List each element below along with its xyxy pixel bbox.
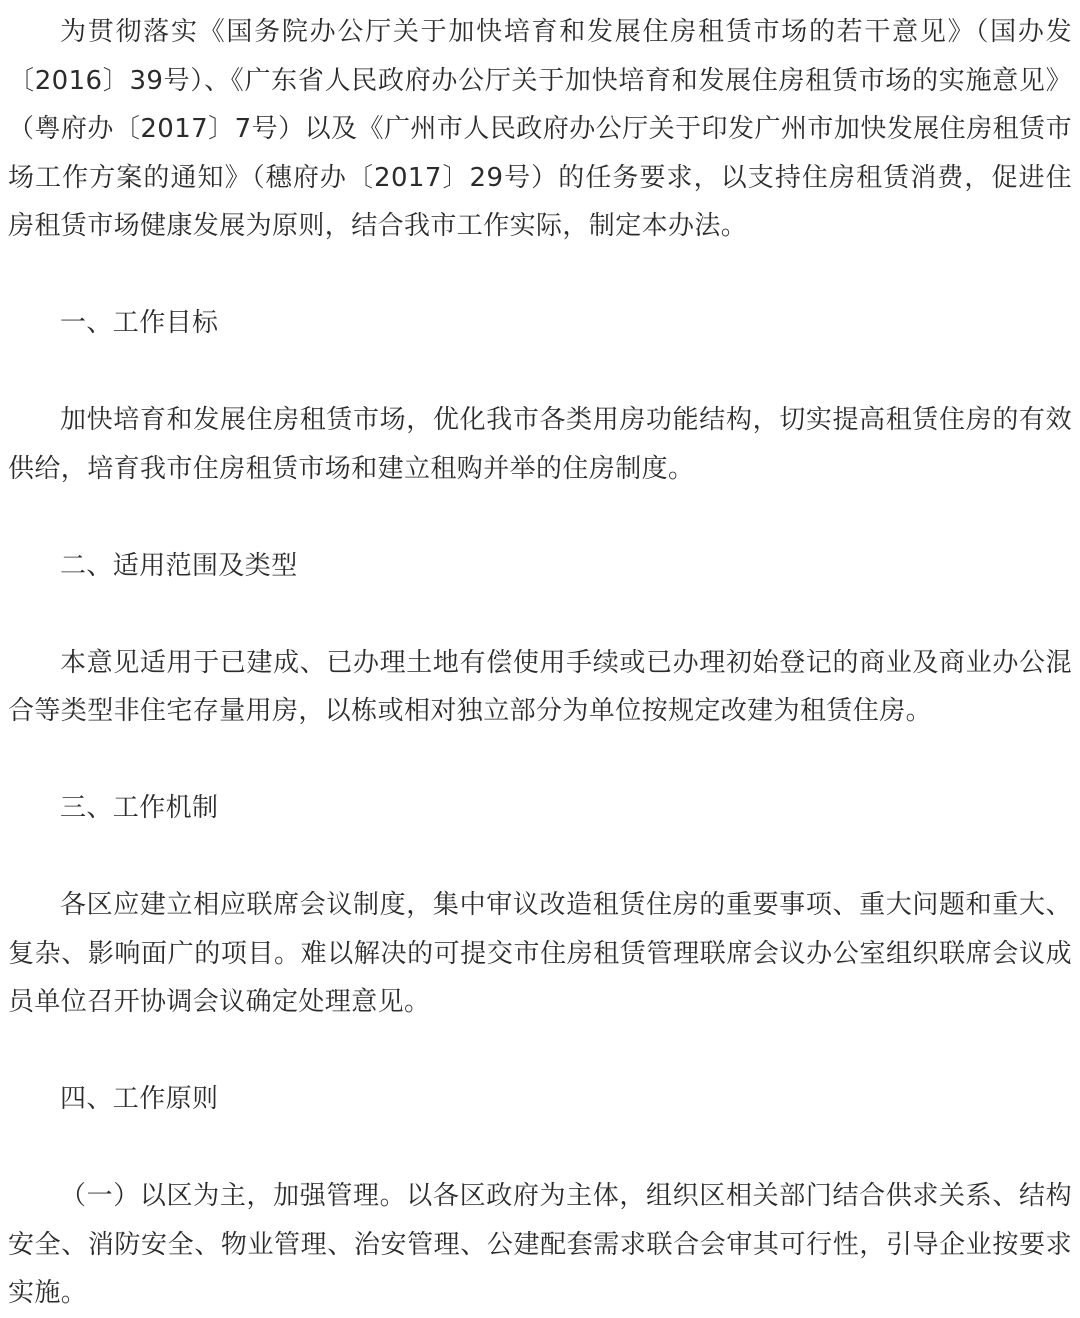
paragraph-gap bbox=[8, 1124, 1072, 1173]
section-heading-scope: 二、适用范围及类型 bbox=[60, 550, 298, 581]
section-heading-mechanism: 三、工作机制 bbox=[60, 793, 219, 823]
section-body-mechanism: 各区应建立相应联席会议制度，集中审议改造租赁住房的重要事项、重大问题和重大、复杂、影响面广的项目。难以解决的可提交市住房租赁管理联席会议办公室组织联席会议成员单位召开协调会议确定处理意见。 bbox=[8, 890, 1072, 1017]
section-body-principles: （一）以区为主，加强管理。以各区政府为主体，组织区相关部门结合供求关系、结构安全、消防安全、物业管理、治安管理、公建配套需求联合会审其可行性，引导企业按要求实施。 bbox=[8, 1181, 1072, 1308]
section-heading-goals: 一、工作目标 bbox=[60, 308, 219, 338]
paragraph-gap bbox=[8, 348, 1072, 397]
intro-paragraph: 为贯彻落实《国务院办公厅关于加快培育和发展住房租赁市场的若干意见》（国办发〔2016〕39号）、《广东省人民政府办公厅关于加快培育和发展住房租赁市场的实施意见》（粤府办〔2017〕7号）以及《广州市人民政府办公厅关于印发广州市加快发展住房租赁市场工作方案的通知》（穗府办〔2017〕29号）的任务要求，以支持住房租赁消费，促进住房租赁市场健康发展为原则，结合我市工作实际，制定本办法。 bbox=[8, 17, 1072, 241]
paragraph-gap bbox=[8, 251, 1072, 300]
paragraph-gap bbox=[8, 493, 1072, 542]
section-body-scope: 本意见适用于已建成、已办理土地有偿使用手续或已办理初始登记的商业及商业办公混合等类型非住宅存量用房，以栋或相对独立部分为单位按规定改建为租赁住房。 bbox=[8, 647, 1072, 726]
paragraph-gap bbox=[8, 590, 1072, 639]
paragraph-gap bbox=[8, 736, 1072, 785]
paragraph-gap bbox=[8, 833, 1072, 882]
section-heading-principles: 四、工作原则 bbox=[60, 1084, 219, 1114]
paragraph-gap bbox=[8, 1027, 1072, 1076]
section-body-goals: 加快培育和发展住房租赁市场，优化我市各类用房功能结构，切实提高租赁住房的有效供给，培育我市住房租赁市场和建立租购并举的住房制度。 bbox=[8, 405, 1072, 484]
